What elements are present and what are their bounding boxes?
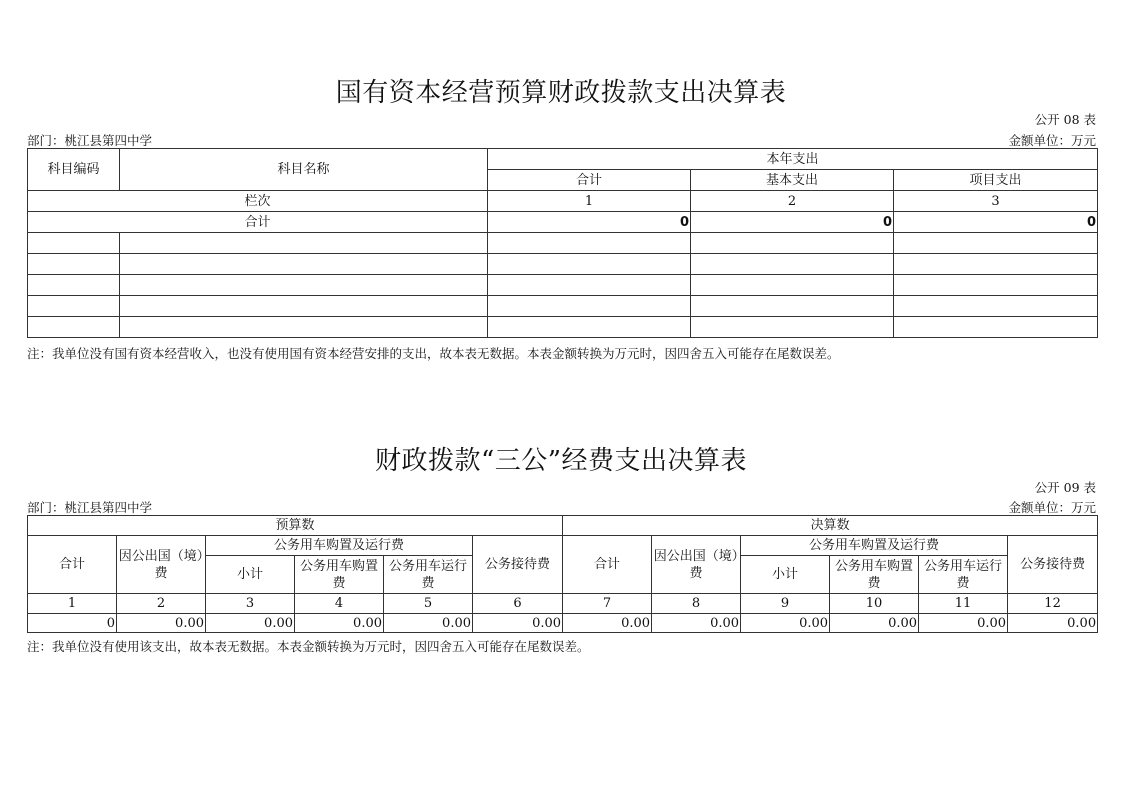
- final-header-car-purchase: 公务用车购置费: [830, 556, 919, 594]
- row-sum-label: 合计: [28, 212, 488, 233]
- value-cell: 0.00: [919, 614, 1008, 633]
- value-cell: 0.00: [830, 614, 919, 633]
- value-cell: 0.00: [563, 614, 652, 633]
- column-index-cell: 7: [563, 594, 652, 614]
- table08-title: 国有资本经营预算财政拨款支出决算表: [335, 78, 787, 108]
- header-basic-expense: 基本支出: [691, 170, 894, 191]
- column-index-cell: 1: [28, 594, 117, 614]
- table08-amount-unit: 金额单位：万元: [1008, 133, 1096, 148]
- table09-form-number: 公开 09 表: [1034, 480, 1096, 495]
- sum-basic-value: 0: [691, 212, 894, 233]
- table09-department: 部门：桃江县第四中学: [27, 500, 153, 515]
- value-cell: 0.00: [652, 614, 741, 633]
- header-total: 合计: [488, 170, 691, 191]
- final-header-car-operation: 公务用车运行费: [919, 556, 1008, 594]
- table-row: [28, 233, 1098, 254]
- budget-header-total: 合计: [28, 536, 117, 594]
- final-header-total: 合计: [563, 536, 652, 594]
- table-row: [28, 254, 1098, 275]
- value-cell: 0.00: [384, 614, 473, 633]
- table08-department: 部门：桃江县第四中学: [27, 133, 153, 148]
- column-index-cell: 10: [830, 594, 919, 614]
- final-header-subtotal: 小计: [741, 556, 830, 594]
- table09-title: 财政拨款“三公”经费支出决算表: [374, 446, 748, 476]
- table09-note: 注：我单位没有使用该支出，故本表无数据。本表金额转换为万元时，因四舍五入可能存在尾数误差。: [27, 639, 590, 654]
- column-index-cell: 3: [206, 594, 295, 614]
- final-header-reception: 公务接待费: [1008, 536, 1098, 594]
- sum-total-value: 0: [488, 212, 691, 233]
- header-budget: 预算数: [28, 516, 563, 536]
- column-index-cell: 8: [652, 594, 741, 614]
- value-cell: 0.00: [473, 614, 563, 633]
- sum-project-value: 0: [894, 212, 1098, 233]
- column-index-1: 1: [488, 191, 691, 212]
- header-final-accounts: 决算数: [563, 516, 1098, 536]
- table08: [27, 148, 1098, 338]
- table-row: [28, 296, 1098, 317]
- table-row: [28, 317, 1098, 338]
- column-index-cell: 12: [1008, 594, 1098, 614]
- column-index-cell: 4: [295, 594, 384, 614]
- budget-header-reception: 公务接待费: [473, 536, 563, 594]
- header-current-year-expense: 本年支出: [488, 149, 1098, 170]
- column-index-cell: 6: [473, 594, 563, 614]
- value-cell: 0.00: [295, 614, 384, 633]
- value-cell: 0.00: [741, 614, 830, 633]
- column-index-3: 3: [894, 191, 1098, 212]
- final-header-car: 公务用车购置及运行费: [741, 536, 1008, 556]
- budget-header-car-purchase: 公务用车购置费: [295, 556, 384, 594]
- column-index-cell: 5: [384, 594, 473, 614]
- column-index-2: 2: [691, 191, 894, 212]
- final-header-abroad: 因公出国（境）费: [652, 536, 741, 594]
- table08-form-number: 公开 08 表: [1034, 112, 1096, 127]
- budget-header-car: 公务用车购置及运行费: [206, 536, 473, 556]
- column-index-cell: 11: [919, 594, 1008, 614]
- header-subject-name: 科目名称: [120, 149, 488, 191]
- column-index-cell: 9: [741, 594, 830, 614]
- budget-header-subtotal: 小计: [206, 556, 295, 594]
- row-column-index-label: 栏次: [28, 191, 488, 212]
- table09-amount-unit: 金额单位：万元: [1008, 500, 1096, 515]
- header-subject-code: 科目编码: [28, 149, 120, 191]
- budget-header-car-operation: 公务用车运行费: [384, 556, 473, 594]
- table09: [27, 515, 1098, 633]
- table-row: [28, 275, 1098, 296]
- value-cell: 0: [28, 614, 117, 633]
- value-cell: 0.00: [206, 614, 295, 633]
- header-project-expense: 项目支出: [894, 170, 1098, 191]
- table08-note: 注：我单位没有国有资本经营收入，也没有使用国有资本经营安排的支出，故本表无数据。本表金额转换为万元时，因四舍五入可能存在尾数误差。: [27, 346, 840, 361]
- value-cell: 0.00: [117, 614, 206, 633]
- column-index-cell: 2: [117, 594, 206, 614]
- value-cell: 0.00: [1008, 614, 1098, 633]
- budget-header-abroad: 因公出国（境）费: [117, 536, 206, 594]
